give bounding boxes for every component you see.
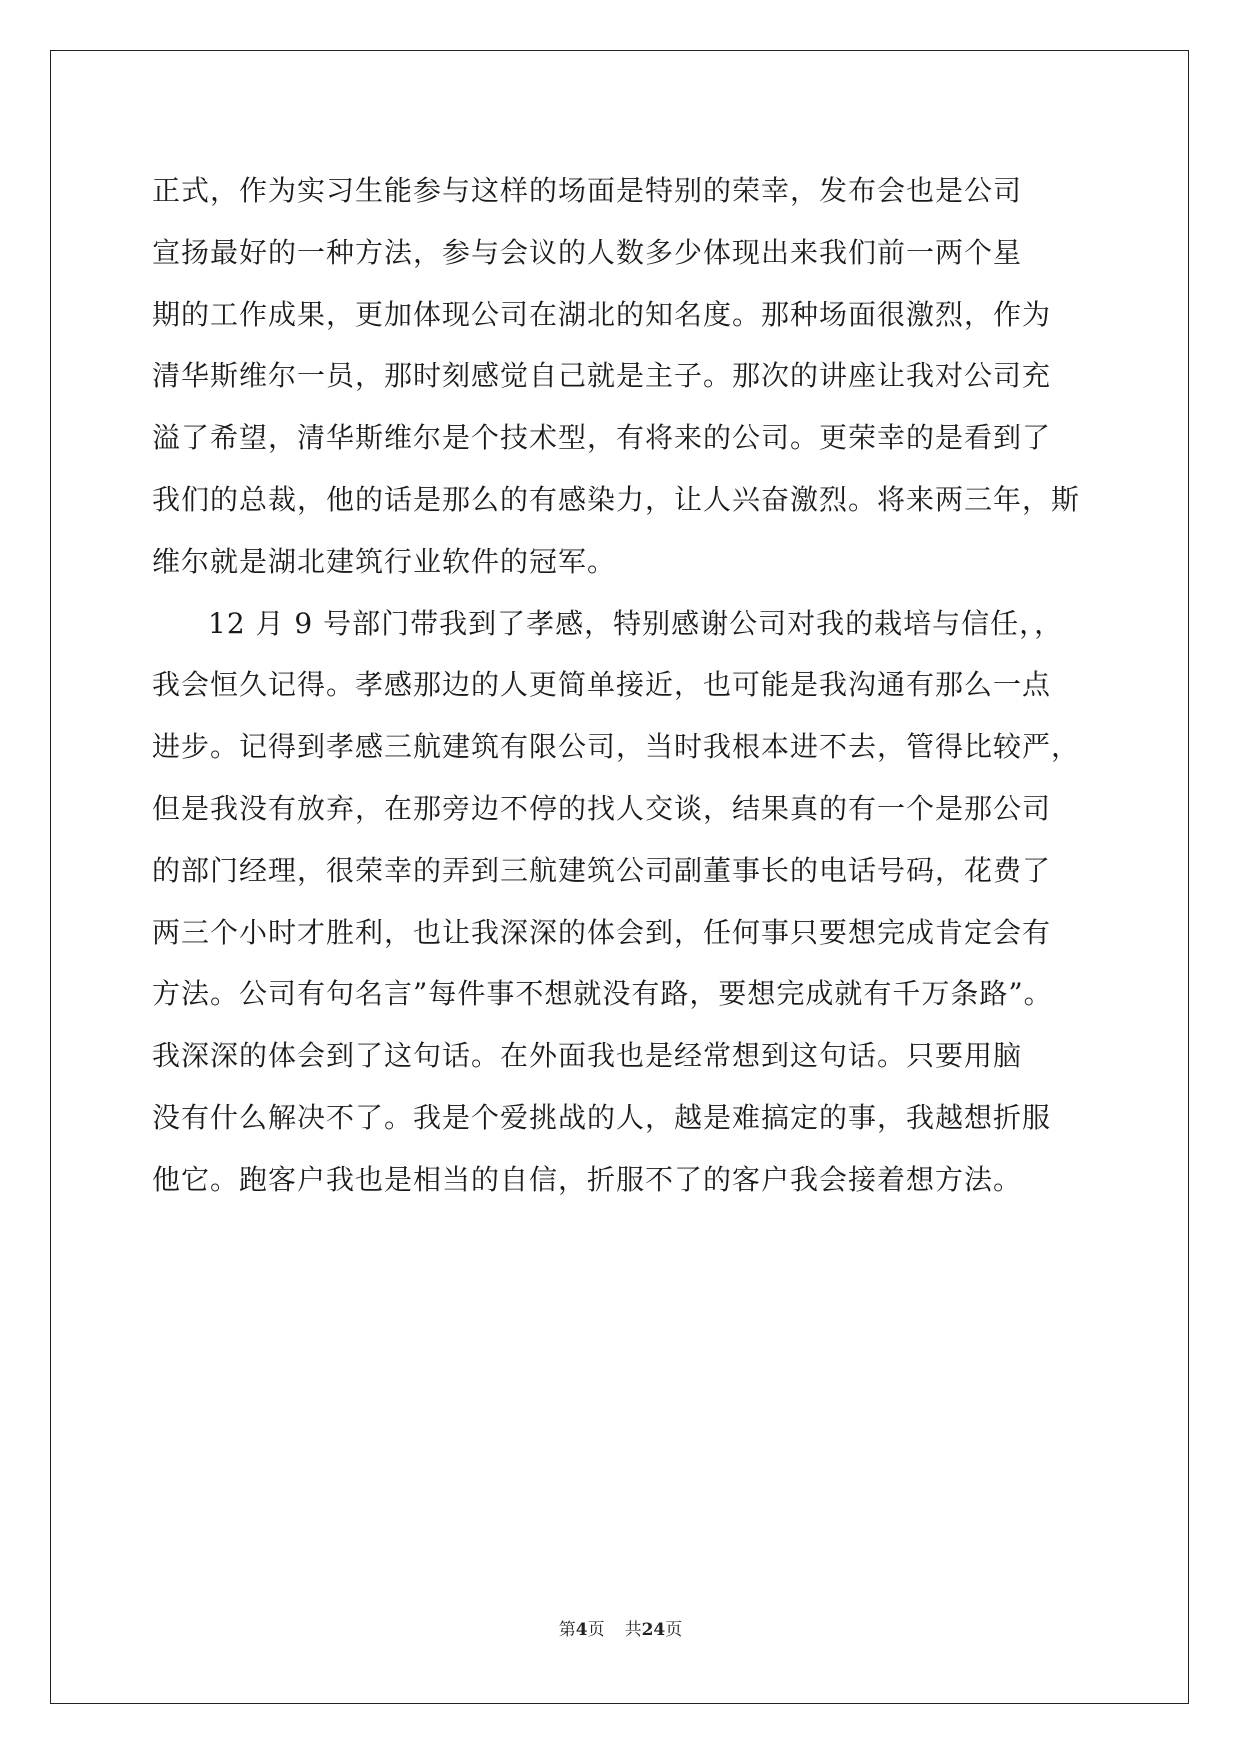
text-line: 溢了希望，清华斯维尔是个技术型，有将来的公司。更荣幸的是看到了	[152, 421, 1052, 455]
text-line: 但是我没有放弃，在那旁边不停的找人交谈，结果真的有一个是那公司	[152, 791, 1052, 825]
text-line: 期的工作成果，更加体现公司在湖北的知名度。那种场面很激烈，作为	[152, 297, 1052, 331]
text-line: 的部门经理，很荣幸的弄到三航建筑公司副董事长的电话号码，花费了	[152, 853, 1052, 887]
text-line: 进步。记得到孝感三航建筑有限公司，当时我根本进不去，管得比较严，	[152, 730, 1081, 764]
page-number: 4	[575, 1620, 588, 1640]
text-line: 我深深的体会到了这句话。在外面我也是经常想到这句话。只要用脑	[152, 1039, 1023, 1073]
page-footer	[0, 1615, 1241, 1640]
text-line: 他它。跑客户我也是相当的自信，折服不了的客户我会接着想方法。	[152, 1162, 1023, 1196]
total-label-suffix: 页	[665, 1620, 683, 1640]
total-pages: 24	[641, 1620, 666, 1640]
page-label-prefix: 第	[558, 1620, 576, 1640]
text-line: 两三个小时才胜利，也让我深深的体会到，任何事只要想完成肯定会有	[152, 915, 1052, 949]
document-body	[152, 160, 1087, 1211]
text-line: 维尔就是湖北建筑行业软件的冠军。	[152, 544, 617, 578]
text-line: 我们的总裁，他的话是那么的有感染力，让人兴奋激烈。将来两三年，斯	[152, 482, 1081, 516]
text-line: 宣扬最好的一种方法，参与会议的人数多少体现出来我们前一两个星	[152, 235, 1023, 269]
total-label-prefix: 共	[624, 1620, 642, 1640]
text-line: 清华斯维尔一员，那时刻感觉自己就是主子。那次的讲座让我对公司充	[152, 359, 1052, 393]
text-line: 没有什么解决不了。我是个爱挑战的人，越是难搞定的事，我越想折服	[152, 1100, 1052, 1134]
text-line: 我会恒久记得。孝感那边的人更简单接近，也可能是我沟通有那么一点	[152, 668, 1052, 702]
paragraph-start-line: 12 月 9 号部门带我到了孝感，特别感谢公司对我的栽培与信任，，	[208, 606, 1064, 640]
text-line: 正式，作为实习生能参与这样的场面是特别的荣幸，发布会也是公司	[152, 174, 1023, 207]
text-line: 方法。公司有句名言”每件事不想就没有路，要想完成就有千万条路”。	[152, 977, 1053, 1011]
page-label-suffix: 页	[587, 1620, 605, 1640]
